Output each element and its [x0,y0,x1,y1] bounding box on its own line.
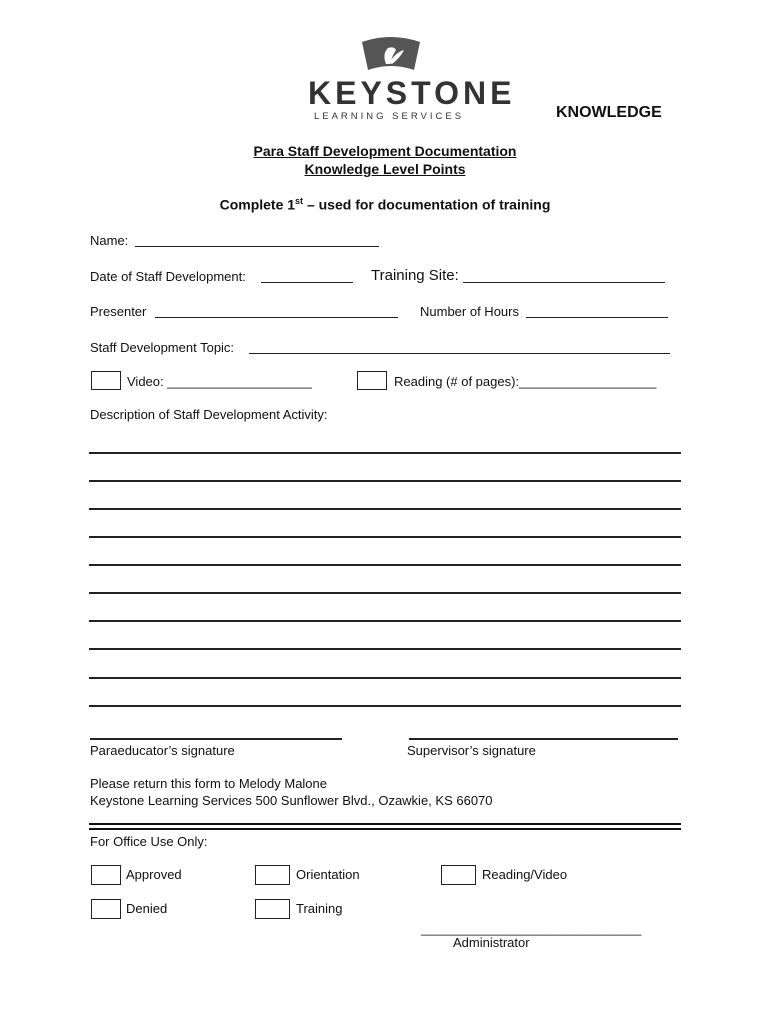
training-site-label: Training Site: [371,267,459,284]
training-label: Training [296,901,343,916]
description-line[interactable] [89,705,681,707]
logo-wordmark: KEYSTONE [308,75,516,111]
orientation-checkbox[interactable] [255,865,290,885]
presenter-label: Presenter [90,304,147,319]
instruction-text: Complete 1 [219,196,296,213]
name-label: Name: [90,233,129,248]
date-label: Date of Staff Development: [90,269,246,284]
video-label: Video: ____________________ [127,374,312,389]
form-subtitle: Knowledge Level Points [304,161,466,177]
hours-label: Number of Hours [420,304,519,319]
paraeducator-signature-label: Paraeducator’s signature [90,743,235,758]
description-line[interactable] [89,620,681,622]
description-label: Description of Staff Development Activity: [90,407,328,422]
training-checkbox[interactable] [255,899,290,919]
denied-checkbox[interactable] [91,899,121,919]
keystone-logo [308,36,516,122]
supervisor-signature-label: Supervisor’s signature [407,743,536,758]
orientation-label: Orientation [296,867,360,882]
paraeducator-signature-field[interactable] [90,738,342,740]
description-line[interactable] [89,452,681,454]
description-line[interactable] [89,480,681,482]
approved-checkbox[interactable] [91,865,121,885]
presenter-field[interactable] [155,317,398,318]
logo-tagline: LEARNING SERVICES [313,111,465,122]
office-use-heading: For Office Use Only: [90,834,208,849]
return-info-address: Keystone Learning Services 500 Sunflower Blvd., Ozawkie, KS 66070 [90,793,493,808]
approved-label: Approved [126,867,182,882]
name-field[interactable] [135,246,379,247]
description-line[interactable] [89,648,681,650]
date-field[interactable] [261,282,353,283]
office-divider-bottom [89,828,681,830]
topic-field[interactable] [249,353,670,354]
denied-label: Denied [126,901,168,916]
return-info-line1: Please return this form to Melody Malone [90,776,327,791]
training-site-field[interactable] [463,282,665,283]
video-checkbox[interactable] [91,371,121,390]
office-divider-top [89,823,681,825]
reading-video-label: Reading/Video [482,867,568,882]
description-line[interactable] [89,536,681,538]
form-instruction [0,196,770,213]
administrator-label: Administrator [453,935,530,950]
description-line[interactable] [89,677,681,679]
supervisor-signature-field[interactable] [409,738,678,740]
instruction-text-rest: – used for documentation of training [303,196,551,213]
reading-checkbox[interactable] [357,371,387,390]
form-type-tag: KNOWLEDGE [556,104,662,121]
keystone-emblem-icon [356,36,426,74]
administrator-signature-field[interactable]: __________________________________ [421,922,642,936]
description-line[interactable] [89,592,681,594]
description-line[interactable] [89,508,681,510]
description-line[interactable] [89,564,681,566]
hours-field[interactable] [526,317,668,318]
topic-label: Staff Development Topic: [90,340,235,355]
form-title: Para Staff Development Documentation [253,143,517,159]
instruction-superscript: st [295,196,304,206]
reading-video-checkbox[interactable] [441,865,476,885]
reading-label: Reading (# of pages):___________________ [394,374,657,389]
